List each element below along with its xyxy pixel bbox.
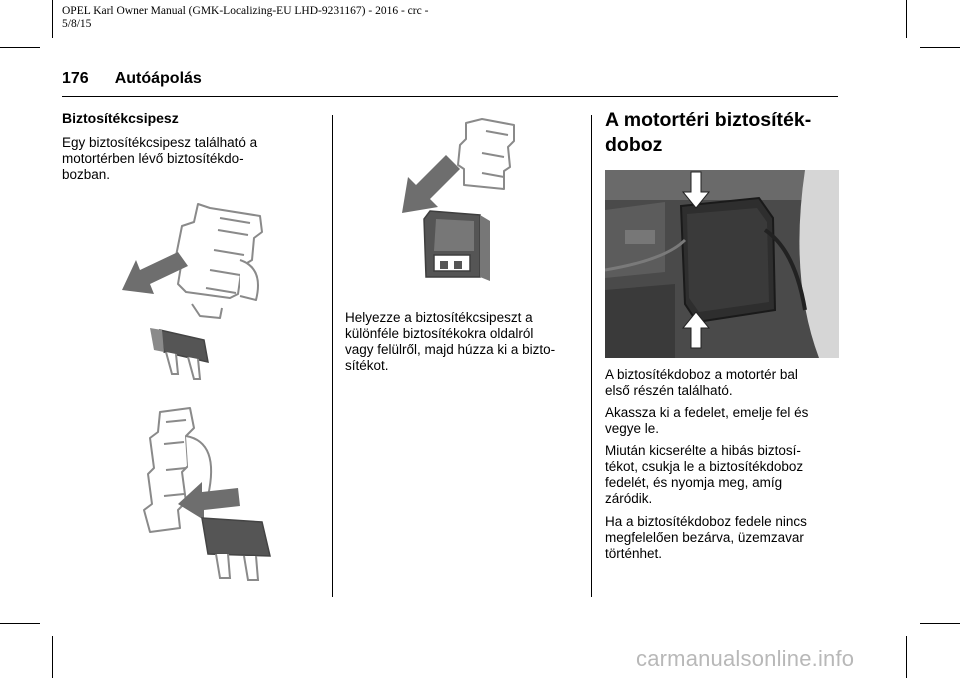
engine-fuse-box-photo (605, 170, 839, 358)
section-title: Autóápolás (114, 70, 202, 87)
instruction-paragraph: Helyezze a biztosítékcsipeszt a különféle biztosítékokra oldalról vagy felülről, majd húzza ki a bizto- sítékot. (345, 310, 556, 373)
subheading-fuse-puller: Biztosítékcsipesz (62, 110, 179, 126)
document-meta: OPEL Karl Owner Manual (GMK-Localizing-EU LHD-9231167) - 2016 - crc - 5/8/15 (62, 5, 429, 30)
fuse-box-heading: A motortéri biztosíték- doboz (605, 109, 812, 156)
crop-mark (0, 47, 40, 48)
crop-mark (920, 47, 960, 48)
watermark: carmanualsonline.info (636, 646, 855, 671)
arrow-icon (122, 252, 188, 294)
page-number: 176 (62, 70, 89, 87)
warning-paragraph: Ha a biztosítékdoboz fedele nincs megfelelően bezárva, üzemzavar történhet. (605, 514, 807, 561)
close-cover-paragraph: Miután kicserélte a hibás biztosí- tékot, csukja le a biztosítékdoboz fedelét, és nyomja meg, amíg záródik. (605, 443, 804, 506)
fuse-puller-top-illustration (120, 400, 295, 585)
intro-paragraph: Egy biztosítékcsipesz található a motortérben lévő biztosítékdo- bozban. (62, 135, 258, 182)
remove-cover-paragraph: Akassza ki a fedelet, emelje fel és vegye le. (605, 405, 809, 436)
crop-mark (906, 636, 907, 678)
column-separator (332, 115, 333, 597)
crop-mark (0, 623, 40, 624)
crop-mark (52, 636, 53, 678)
column-separator (591, 115, 592, 597)
page-header (62, 70, 202, 88)
crop-mark (52, 0, 53, 38)
location-paragraph: A biztosítékdoboz a motortér bal első részén található. (605, 367, 798, 398)
fuse-puller-side-illustration (120, 200, 290, 385)
standard-fuse (202, 518, 270, 556)
crop-mark (920, 623, 960, 624)
fuse-puller-from-top-illustration (390, 115, 540, 295)
crop-mark (906, 0, 907, 38)
arrow-icon (402, 155, 460, 213)
header-rule (62, 96, 838, 97)
